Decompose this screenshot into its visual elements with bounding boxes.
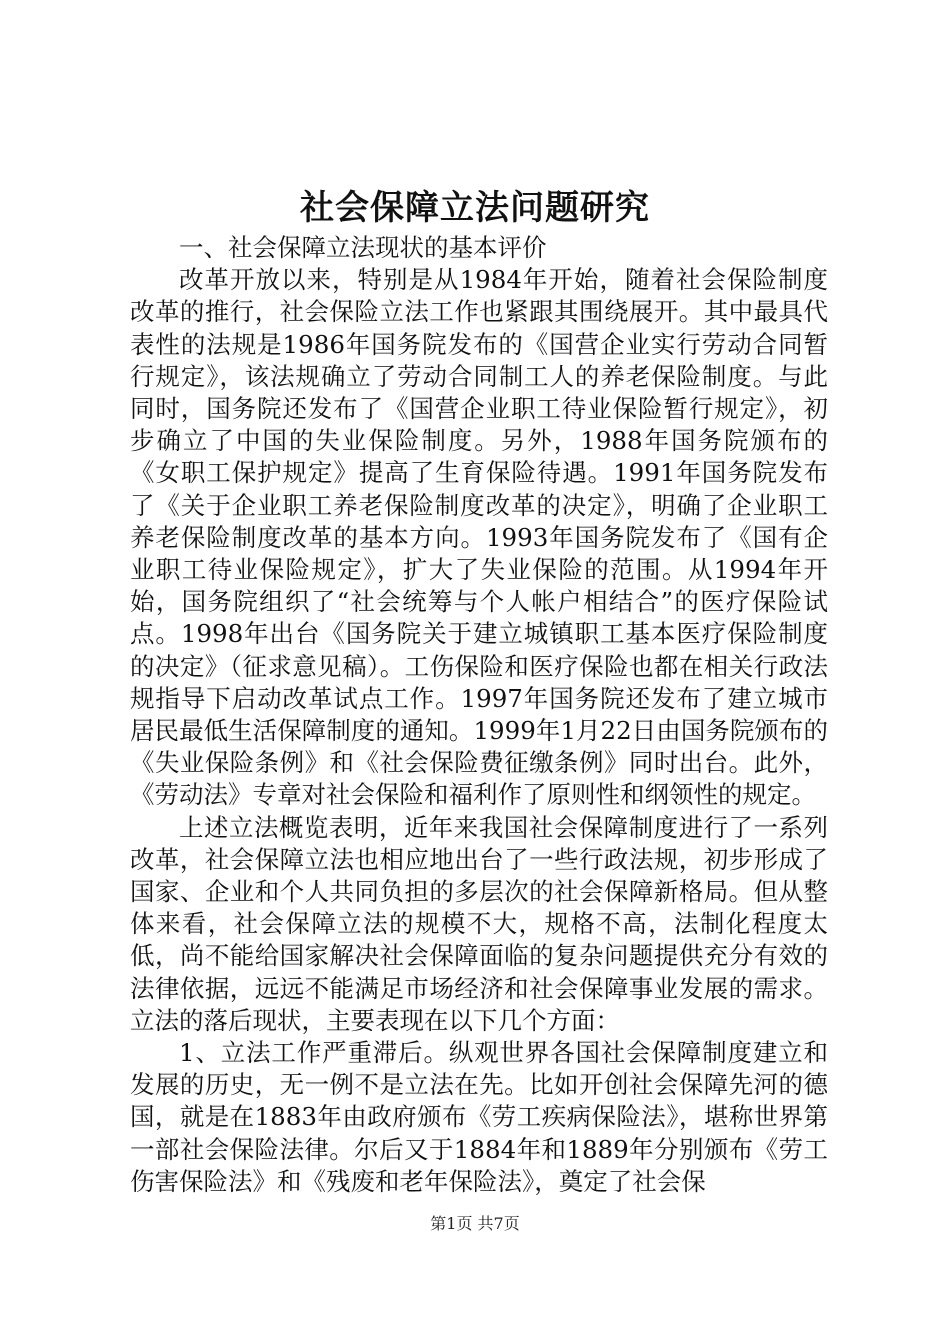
section-heading: 一、社会保障立法现状的基本评价 [179, 233, 547, 262]
body-paragraph: 1、立法工作严重滞后。纵观世界各国社会保障制度建立和发展的历史，无一例不是立法在先。比如开创社会保障先河的德国，就是在1883年由政府颁布《劳工疾病保险法》，堪称世界第一部社会保险法律。尔后又于1884年和1889年分别颁布《劳工伤害保险法》和《残废和老年保险法》，奠定了社会保 [130, 1038, 828, 1196]
document-body [130, 232, 828, 1198]
page-number-footer: 第1页 共7页 [430, 1214, 520, 1233]
body-paragraph: 上述立法概览表明，近年来我国社会保障制度进行了一系列改革，社会保障立法也相应地出台了一些行政法规，初步形成了国家、企业和个人共同负担的多层次的社会保障新格局。但从整体来看，社会保障立法的规模不大，规格不高，法制化程度太低，尚不能给国家解决社会保障面临的复杂问题提供充分有效的法律依据，远远不能满足市场经济和社会保障事业发展的需求。立法的落后现状，主要表现在以下几个方面： [130, 812, 828, 1035]
body-paragraph: 改革开放以来，特别是从1984年开始，随着社会保险制度改革的推行，社会保险立法工作也紧跟其围绕展开。其中最具代表性的法规是1986年国务院发布的《国营企业实行劳动合同暂行规定》，该法规确立了劳动合同制工人的养老保险制度。与此同时，国务院还发布了《国营企业职工待业保险暂行规定》，初步确立了中国的失业保险制度。另外，1988年国务院颁布的《女职工保护规定》提高了生育保险待遇。1991年国务院发布了《关于企业职工养老保险制度改革的决定》，明确了企业职工养老保险制度改革的基本方向。1993年国务院发布了《国有企业职工待业保险规定》，扩大了失业保险的范围。从1994年开始，国务院组织了“社会统筹与个人帐户相结合”的医疗保险试点。1998年出台《国务院关于建立城镇职工基本医疗保险制度的决定》（征求意见稿）。工伤保险和医疗保险也都在相关行政法规指导下启动改革试点工作。1997年国务院还发布了建立城市居民最低生活保障制度的通知。1999年1月22日由国务院颁布的《失业保险条例》和《社会保险费征缴条例》同时出台。此外，《劳动法》专章对社会保险和福利作了原则性和纲领性的规定。 [130, 265, 828, 810]
document-title: 社会保障立法问题研究 [300, 188, 650, 228]
